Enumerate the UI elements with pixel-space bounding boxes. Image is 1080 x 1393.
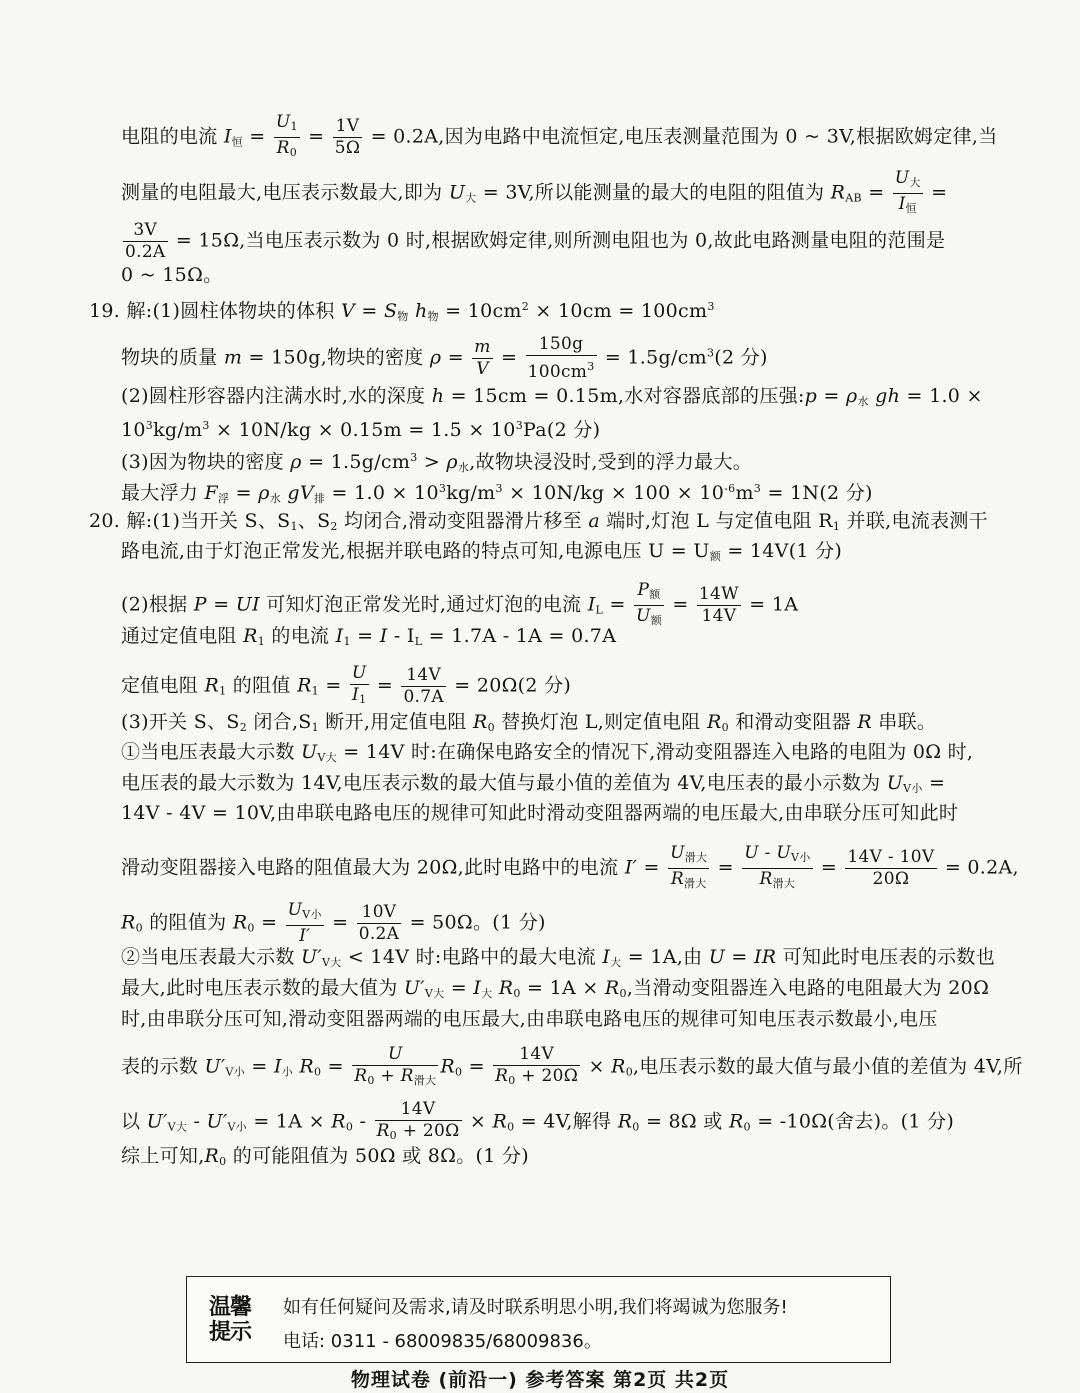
text-line-20: 滑动变阻器接入电路的阻值最大为 20Ω,此时电路中的电流 I′ = $\frac{U_{滑大}}{R_{滑大}}$ = $\frac{U - U_{V小}}{R_{滑大}}$ = $\frac{14V - 10V}{20\Omega}$ = 0.2A, [121,843,1019,890]
text-line-24: 时,由串联分压可知,滑动变阻器两端的电压最大,由串联电路电压的规律可知电压表示数最小,电压 [121,1008,938,1030]
text-line-9: (3)因为物块的密度 $\rho = 1.5g/cm^3 > \rho_水$,故物块浸没时,受到的浮力最大。 [121,451,753,474]
text-line-8: $10^3kg/m^3 \times 10N/kg \times 0.15m = 1.5 \times 10^3Pa(2$ 分) [121,419,601,441]
text-line-5: 19. 解:(1)圆柱体物块的体积 $V = S_物$ $h_物 = 10cm^2 \times 10cm = 100cm^3$ [89,300,715,323]
text-line-27: 综上可知$,R_0$ 的可能阻值为 50Ω 或 8Ω。(1 分) [121,1145,529,1168]
notice-box [186,1276,891,1363]
text-line-12: 路电流,由于灯泡正常发光,根据并联电路的特点可知,电源电压 $U = U_额 = 14V(1$ 分) [121,540,843,563]
text-line-3: $\frac{3V}{0.2A}$ = 15Ω,当电压表示数为 0 时,根据欧姆定律,则所测电阻也为 0,故此电路测量电阻的范围是 [125,220,946,262]
text-line-18: 电压表的最大示数为 14V,电压表示数的最大值与最小值的差值为 4V,电压表的最小示数为 $U_{V小}$ = [121,772,946,795]
text-line-23: 最大,此时电压表示数的最大值为 $U'_{V大} = I_大$ $R_0 = 1A \times R_0$,当滑动变阻器连入电路的电阻最大为 20Ω [121,977,990,1000]
text-line-13: (2)根据 P = UI 可知灯泡正常发光时,通过灯泡的电流 $I_L$ = $\frac{P_额}{U_额}$ = $\frac{14W}{14V}$ = 1A [121,580,799,627]
text-line-6: 物块的质量 m = 150g,物块的密度 ρ = $\frac{m}{V}$ = $\frac{150g}{100cm^3}$ = $1.5g/cm^3(2$ 分) [121,334,768,382]
text-line-2: 测量的电阻最大,电压表示数最大,即为 $U_大 = 3V$,所以能测量的最大的电阻的阻值为 $R_{AB}$ = $\frac{U_大}{I_恒}$ = [121,168,948,215]
notice-text-1: 如有任何疑问及需求,请及时联系明思小明,我们将竭诚为您服务! [283,1297,788,1318]
text-line-22: ②当电压表最大示数 $U'_{V大} < 14V$ 时:电路中的最大电流 $I_大 = 1A$,由 U = IR 可知此时电压表的示数也 [121,946,996,969]
text-line-11: 20. 解:(1)当开关 S、$S_1$、$S_2$ 均闭合,滑动变阻器滑片移至 a 端时,灯泡 L 与定值电阻 $R_1$ 并联,电流表测干 [89,510,988,533]
text-line-10: 最大浮力 $F_浮 = \rho_水$ $gV_排 = 1.0 \times 10^3kg/m^3 \times 10N/kg \times 100 \times 10^{-6}m^3 = 1N(2$ 分) [121,482,873,505]
text-line-4: 0 ~ 15Ω。 [121,264,223,286]
text-line-25: 表的示数 $U'_{V小} = I_小$ $R_0$ = $\frac{U}{R_0 + R_{滑大}}$ $R_0$ = $\frac{14V}{R_0 + 20\Omega}$ × $R_0$,电压表示数的最大值与最小值的差值为 4V,所 [121,1044,1023,1087]
text-line-19: 14V - 4V = 10V,由串联电路电压的规律可知此时滑动变阻器两端的电压最大,由串联分压可知此时 [121,802,959,824]
notice-text-2: 电话: 0311 - 68009835/68009836。 [283,1331,602,1352]
text-line-15: 定值电阻 $R_1$ 的阻值 $R_1$ = $\frac{U}{I_1}$ = $\frac{14V}{0.7A}$ = 20Ω(2 分) [121,663,572,707]
text-line-1: 电阻的电流 $I_恒$ = $\frac{U_1}{R_0}$ = $\frac{1V}{5\Omega}$ = 0.2A,因为电路中电流恒定,电压表测量范围为 0 ~ 3V,根据欧姆定律,当 [121,112,998,159]
text-line-21: $R_0$ 的阻值为 $R_0$ = $\frac{U_{V小}}{I'}$ = $\frac{10V}{0.2A}$ = 50Ω。(1 分) [121,900,546,946]
text-line-14: 通过定值电阻 $R_1$ 的电流 $I_1 = I - I_L = 1.7A - 1A = 0.7A$ [121,625,617,648]
page-footer: 物理试卷 (前沿一) 参考答案 第2页 共2页 [350,1369,730,1391]
text-line-7: (2)圆柱形容器内注满水时,水的深度 h = 15cm = 0.15m,水对容器底部的压强:p = $\rho_水$ gh = 1.0 × [121,385,983,408]
notice-badge: 温馨提示 [209,1295,252,1345]
text-line-26: 以 $U'_{V大} - U'_{V小} = 1A \times R_0$ - $\frac{14V}{R_0 + 20\Omega}$ × $R_0 = 4V$,解得 $R_0 = 8\Omega$ 或 $R_0 = -10\Omega$(舍去)。(1 分) [121,1099,955,1142]
text-line-16: (3)开关 S、$S_2$ 闭合$,S_1$ 断开,用定值电阻 $R_0$ 替换灯泡 L,则定值电阻 $R_0$ 和滑动变阻器 R 串联。 [121,711,937,734]
text-line-17: ①当电压表最大示数 $U_{V大} = 14V$ 时:在确保电路安全的情况下,滑动变阻器连入电路的电阻为 0Ω 时, [121,741,974,764]
